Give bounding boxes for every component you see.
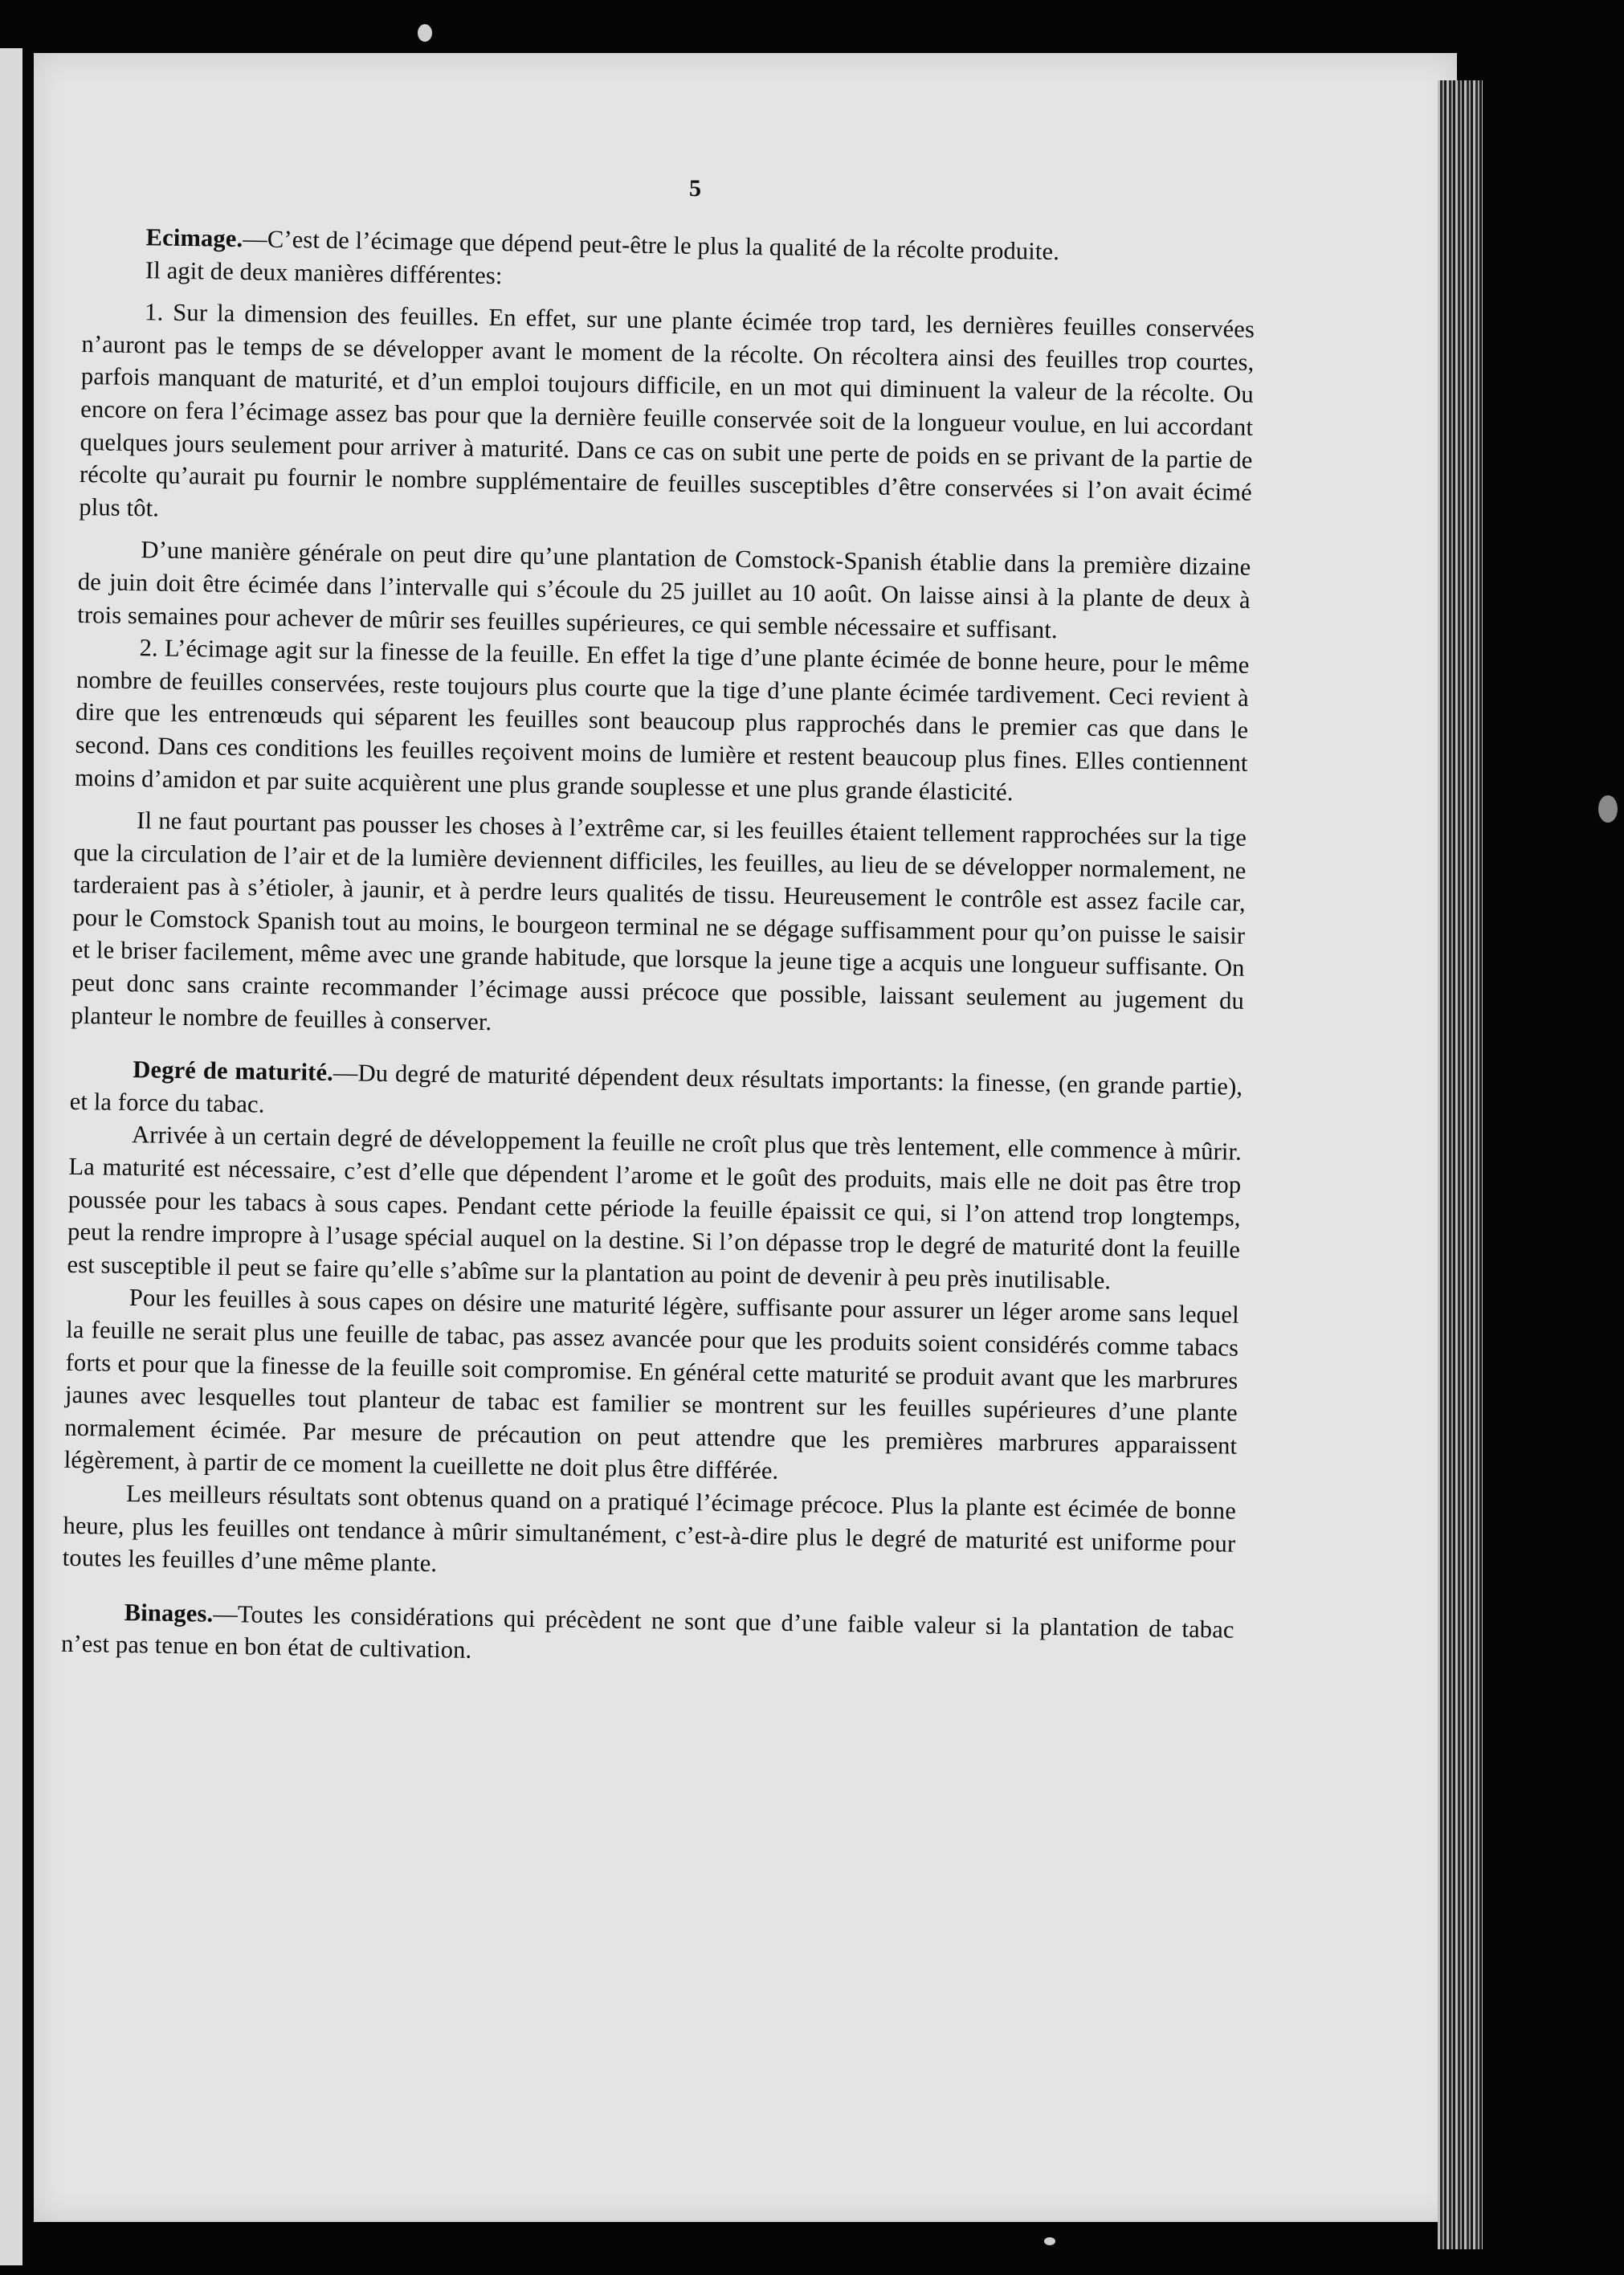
section-heading-maturite: Degré de maturité. xyxy=(133,1056,334,1087)
maturite-paragraph-1: Arrivée à un certain degré de développement la feuille ne croît plus que très lentement, elle commence à mûrir. La maturité est nécessaire, c’est d’elle que dépendent l’arome et le goût des produits, mais elle ne doit pas être trop poussée pour les tabacs à sous capes. Pendant cette période la feuille épaissit ce qui, si l’on attend trop longtemps, peut la rendre impropre à l’usage spécial auquel on la destine. Si l’on dépasse trop le degré de maturité dont la feuille est susceptible il peut se faire qu’elle s’abîme sur la plantation au point de devenir à peu près inutilisable. xyxy=(67,1121,1242,1295)
maturite-paragraph-2: Pour les feuilles à sous capes on désire une maturité légère, suffisante pour assurer un léger arome sans lequel la feuille ne serait plus une feuille de tabac, pas assez avancée pour que les produits soient considérés comme tabacs forts et pour que la finesse de la feuille soit compromise. En général cette maturité se produit avant que les marbrures jaunes avec lesquelles tout planteur de tabac est familier se montrent sur les feuilles supérieures d’une plante normalement écimée. Par mesure de précaution on peut attendre que les premières marbrures apparaissent légèrement, à partir de ce moment la cueillette ne doit plus être différée. xyxy=(63,1284,1240,1485)
ecimage-item-1: 1. Sur la dimension des feuilles. En effet, sur une plante écimée trop tard, les dernières feuilles conservées n’auront pas le temps de se développer avant le moment de la récolte. On récoltera ainsi des feuilles trop courtes, parfois manquant de maturité, et d’un emploi toujours difficile, en un mot qui diminuent la valeur de la récolte. Ou encore on fera l’écimage assez bas pour que la dernière feuille conservée soit de la longueur voulue, en lui accordant quelques jours seulement pour arriver à maturité. Dans ce cas on subit une perte de poids en se privant de la partie de récolte qu’aurait pu fournir le nombre supplémentaire de feuilles susceptibles d’être conservées si l’on avait écimé plus tôt. xyxy=(79,298,1255,522)
facing-page-edge xyxy=(0,48,22,2265)
ecimage-item-2: 2. L’écimage agit sur la finesse de la feuille. En effet la tige d’une plante écimée de bonne heure, pour le même nombre de feuilles conservées, reste toujours plus courte que la tige d’une plante écimée tardivement. Ceci revient à dire que les entrenœuds qui séparent les feuilles sont beaucoup plus rapprochés dans le premier cas que dans le second. Dans ces conditions les feuilles reçoivent moins de lumière et restent beaucoup plus fines. Elles contiennent moins d’amidon et par suite acquièrent une plus grande souplesse et une plus grande élasticité. xyxy=(74,634,1250,806)
ecimage-caution: Il ne faut pourtant pas pousser les choses à l’extrême car, si les feuilles étaient tellement rapprochées sur la tige que la circulation de l’air et de la lumière deviennent difficiles, les feuilles, au lieu de se développer normalement, ne tarderaient pas à s’étioler, à jaunir, et à perdre leurs qualités de tissu. Heureusement le contrôle est assez facile car, pour le Comstock Spanish tout au moins, le bourgeon terminal ne se dégage suffisamment pour qu’on puisse le saisir et le briser facilement, même avec une grande habitude, que lorsque la jeune tige a acquis une longueur suffisante. On peut donc sans crainte recommander l’écimage aussi précoce que possible, laissant seulement au jugement du planteur le nombre de feuilles à conserver. xyxy=(71,807,1247,1035)
maturite-intro-text: —Du degré de maturité dépendent deux résultats importants: la finesse, (en grande partie), et la force du tabac. xyxy=(69,1059,1243,1118)
page-body xyxy=(61,169,1257,1679)
ecimage-intro-text: —C’est de l’écimage que dépend peut-être le plus la qualité de la récolte produite. xyxy=(243,225,1060,266)
page-number: 5 xyxy=(689,175,701,202)
section-heading-binages: Binages. xyxy=(124,1598,214,1628)
section-heading-ecimage: Ecimage. xyxy=(145,223,243,253)
binages-text: —Toutes les considérations qui précèdent ne sont que d’une faible valeur si la plantation de tabac n’est pas tenue en bon état de cultivation. xyxy=(60,1599,1234,1664)
ecimage-general: D’une manière générale on peut dire qu’une plantation de Comstock-Spanish établie dans la première dizaine de juin doit être écimée dans l’intervalle qui s’écoule du 25 juillet au 10 août. On laisse ainsi à la plante de deux à trois semaines pour achever de mûrir ses feuilles supérieures, ce qui semble nécessaire et suffisant. xyxy=(77,536,1251,643)
page-stack-edge xyxy=(1438,80,1483,2249)
ecimage-two-ways: Il agit de deux manières différentes: xyxy=(145,255,503,289)
scan-artifact xyxy=(1598,795,1618,823)
scan-artifact xyxy=(418,24,432,42)
scan-artifact xyxy=(1044,2237,1055,2245)
maturite-paragraph-3: Les meilleurs résultats sont obtenus quand on a pratiqué l’écimage précoce. Plus la plante est écimée de bonne heure, plus les feuilles ont tendance à mûrir simultanément, c’est-à-dire plus le degré de maturité est uniforme pour toutes les feuilles d’une même plante. xyxy=(62,1479,1237,1578)
